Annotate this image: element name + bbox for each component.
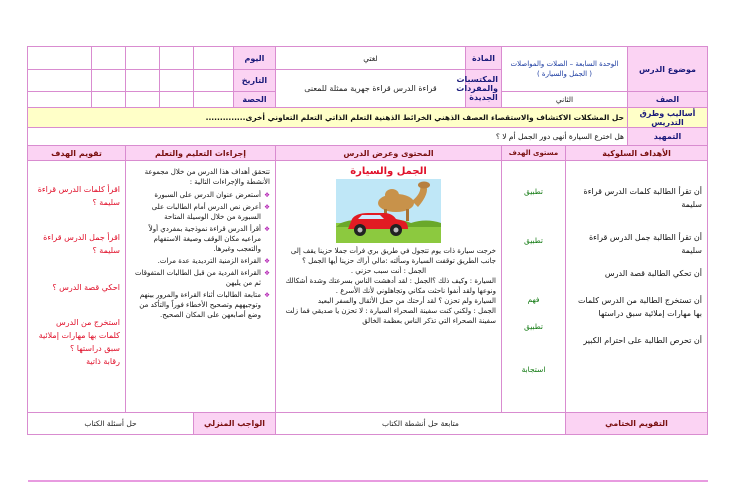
evaluation-cell xyxy=(27,161,125,413)
field-label: المادة xyxy=(466,47,502,70)
procedure-item: ❖ متابعة الطالبات أثناء القراءة والمرور بينهم وتوجيههم وتصحيح الأخطاء فوراً والتأكد من وضع أصابعهن على المكان الصحيح. xyxy=(131,290,270,320)
levels-cell xyxy=(502,161,566,413)
objective-item: أن تحرص الطالبة على احترام الكبير xyxy=(583,336,702,345)
objective-item: أن تستخرج الطالبة من الدرس كلمات بها مهارات إملائية سبق دراستها xyxy=(577,296,702,318)
unit-cell xyxy=(502,47,628,92)
intro-text: هل اخترع السيارة أنهى دور الجمل أم لا ؟ xyxy=(27,128,627,146)
period-label: الحصة xyxy=(233,92,275,108)
unit-title: الوحدة السابعة – الصلات والمواصلات xyxy=(510,60,619,68)
procedures-cell xyxy=(125,161,275,413)
col-procedures: إجراءات التعليم والتعلم xyxy=(125,146,275,161)
level-item: استجابة xyxy=(521,365,546,374)
homework-label: الواجب المنزلي xyxy=(193,413,275,435)
level-item: فهم xyxy=(527,295,540,304)
vocab-label: المكتسبات والمفردات الجديدة xyxy=(466,70,502,108)
evaluation-item: رقابة ذاتية xyxy=(86,357,120,366)
procedure-item: ❖ القراءة الفردية من قبل الطالبات المتفوقات ثم من يليهن xyxy=(131,268,270,288)
story-paragraph: السيارة ولم تحزن ؟ لقد أرحتك من حمل الأثقال والسفر البعيد xyxy=(317,297,496,305)
lesson-plan xyxy=(28,46,708,464)
date-value xyxy=(193,70,233,92)
page-divider xyxy=(28,480,708,482)
vocab-value: قراءة الدرس قراءة جهرية ممثلة للمعنى xyxy=(275,70,465,108)
evaluation-item: اقرأ جمل الدرس قراءة سليمة ؟ xyxy=(43,233,120,255)
methods-items: حل المشكلات الاكتشاف والاستقصاء العصف الذهني الخرائط الذهنية التعلم الذاتي التعلم التعاوني أخرى.............. xyxy=(27,108,627,128)
procedure-item: ❖ أستعرض عنوان الدرس على السبورة xyxy=(131,190,270,200)
procedure-item: ❖ أعرض نص الدرس أمام الطالبات على السبورة من خلال الوسيلة المتاحة xyxy=(131,202,270,222)
date-label: التاريخ xyxy=(233,70,275,92)
procedures-list xyxy=(131,190,270,320)
objective-item: أن تقرأ الطالبة كلمات الدرس قراءة سليمة xyxy=(583,187,702,209)
day-label: اليوم xyxy=(233,47,275,70)
col-content: المحتوى وعرض الدرس xyxy=(275,146,501,161)
story-paragraph: خرجت سيارة ذات يوم تتجول في طريق بري فرأت جملا حزينا يقف إلى جانب الطريق توقفت السيارة وسألته :مالي أراك حزينا أيها الجمل ؟ xyxy=(290,247,496,265)
final-eval-value: متابعة حل أنشطة الكتاب xyxy=(275,413,565,435)
objectives-cell xyxy=(566,161,708,413)
col-level: مستوى الهدف xyxy=(502,146,566,161)
content-cell xyxy=(275,161,501,413)
objective-item: أن تقرأ الطالبة جمل الدرس قراءة سليمة xyxy=(588,233,702,255)
objective-item: أن تحكي الطالبة قصة الدرس xyxy=(604,269,702,278)
grade-value: الثاني xyxy=(502,92,628,108)
procedures-intro: تتحقق أهداف هذا الدرس من خلال مجموعة الأنشطة والإجراءات التالية : xyxy=(144,168,270,186)
day-value xyxy=(193,47,233,70)
evaluation-item: استخرج من الدرس كلمات بها مهارات إملائية سبق دراستها ؟ xyxy=(38,318,120,353)
procedure-item: ❖ القراءة الزمنية الترديدية عدة مرات. xyxy=(131,256,270,266)
procedure-item: ❖ أقرأ الدرس قراءة نموذجية بمفردي أولاً مراعيه مكان الوقف وصيغة الاستفهام والتعجب وغيرها. xyxy=(131,224,270,254)
col-objectives: الأهداف السلوكية xyxy=(566,146,708,161)
story-paragraph: الجمل : ولكني كنت سفينة الصحراء السيارة : لا تحزن يا صديقي فما زلت سفينة الصحراء التي تذكر الناس بعظمة الخالق xyxy=(285,307,496,325)
col-evaluation: تقويم الهدف xyxy=(27,146,125,161)
level-item: تطبيق xyxy=(523,236,544,245)
grade-label: الصف xyxy=(628,92,708,108)
intro-label: التمهيد xyxy=(628,128,708,146)
evaluation-item: احكي قصة الدرس ؟ xyxy=(52,283,120,292)
subject-label: موضوع الدرس xyxy=(628,47,708,92)
lesson-plan-table xyxy=(27,46,708,435)
level-item: تطبيق xyxy=(523,322,544,331)
final-eval-label: التقويم الختامي xyxy=(566,413,708,435)
evaluation-item: اقرأ كلمات الدرس قراءة سليمة ؟ xyxy=(37,185,120,207)
homework-value: حل أسئلة الكتاب xyxy=(27,413,193,435)
story-paragraph: السيارة : وكيف ذلك ؟الجمل : لقد أدهشت الناس بسرعتك وشدة أشكالك ونوعها ولقد أنفوا ناحثت مكاني وتجاهلوني لأنك الأسرع . xyxy=(285,277,496,295)
level-item: تطبيق xyxy=(523,187,544,196)
camel-car-illustration xyxy=(336,179,441,243)
unit-subtitle: ( الجمل والسيارة ) xyxy=(536,70,593,78)
story-paragraph: الجمل : أنت سبب حزني . xyxy=(350,267,427,275)
period-value xyxy=(193,92,233,108)
methods-label: أساليب وطرق التدريس xyxy=(628,108,708,128)
field-value: لغتي xyxy=(275,47,465,70)
story-title: الجمل والسيارة xyxy=(350,166,427,177)
